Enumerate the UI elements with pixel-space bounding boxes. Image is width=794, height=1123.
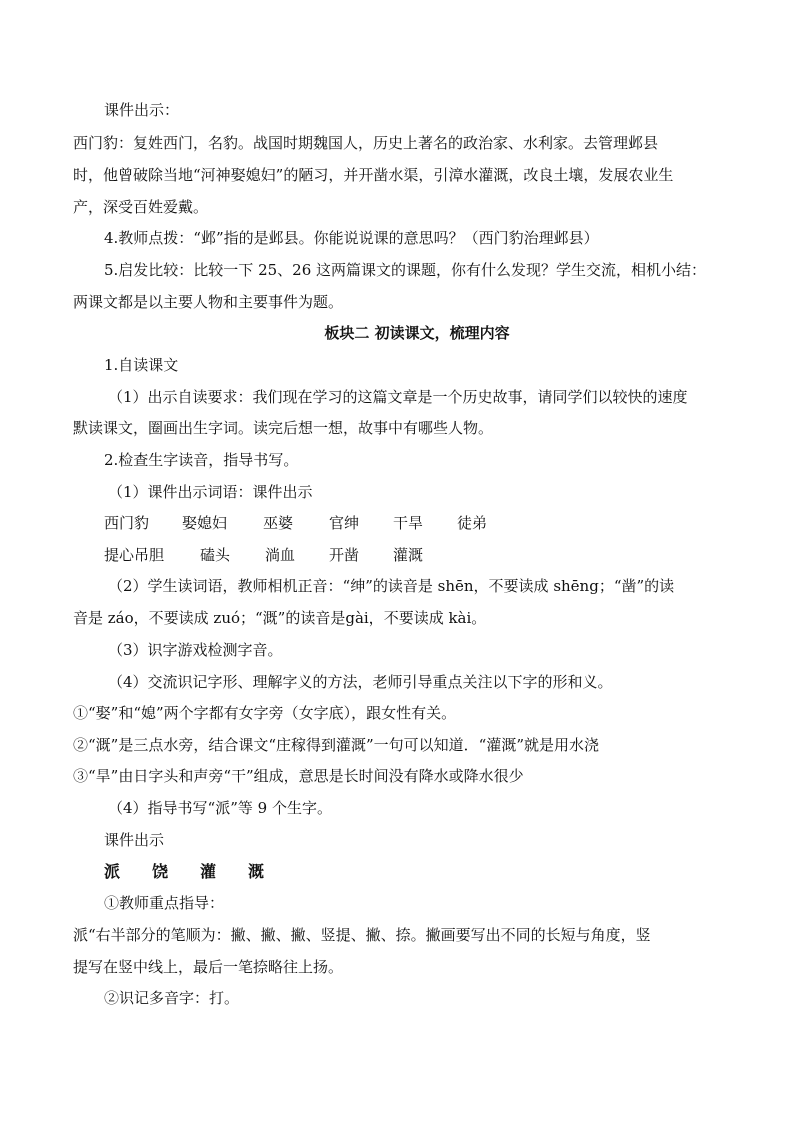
vocab-word: 干旱	[393, 514, 424, 532]
vocab-word: 开凿	[329, 546, 360, 564]
text-line: 2.检查生字读音，指导书写。	[104, 451, 299, 469]
text-line: ①教师重点指导：	[104, 894, 225, 912]
text-line: （3）识字游戏检测字音。	[108, 641, 283, 659]
text-line: 默读课文，圈画出生字词。读完后想一想，故事中有哪些人物。	[73, 419, 494, 437]
text-line: 产，深受百姓爱戴。	[73, 198, 209, 216]
text-line: 音是 záo，不要读成 zuó；“溉”的读音是gài，不要读成 kài。	[73, 609, 487, 627]
text-line: ③“旱”由日字头和声旁“干”组成，意思是长时间没有降水或降水很少	[73, 767, 524, 785]
vocab-word: 西门豹	[104, 514, 150, 532]
text-line: 4.教师点拨：“邺”指的是邺县。你能说说课的意思吗？（西门豹治理邺县）	[104, 229, 599, 247]
text-line: 课件出示：	[104, 101, 180, 119]
new-char: 灌	[200, 862, 217, 881]
vocab-word: 官绅	[329, 514, 360, 532]
section-heading: 板块二 初读课文，梳理内容	[324, 324, 510, 342]
text-line: （2）学生读词语，教师相机正音：“绅”的读音是 shēn，不要读成 shēng；“凿”的读	[108, 577, 675, 595]
text-line: （4）交流识记字形、理解字义的方法，老师引导重点关注以下字的形和义。	[108, 673, 613, 691]
new-char: 饶	[152, 862, 169, 881]
text-line: 课件出示	[104, 831, 165, 849]
vocab-word: 徒弟	[457, 514, 488, 532]
vocab-word: 灌溉	[393, 546, 424, 564]
text-line: 时，他曾破除当地“河神娶媳妇”的陋习，并开凿水渠，引漳水灌溉，改良土壤，发展农业生	[73, 166, 674, 184]
text-line: （1）出示自读要求：我们现在学习的这篇文章是一个历史故事，请同学们以较快的速度	[108, 388, 688, 406]
text-line: 西门豹：复姓西门，名豹。战国时期魏国人，历史上著名的政治家、水利家。去管理邺县	[73, 134, 659, 152]
text-line: 5.启发比较：比较一下 25、26 这两篇课文的课题，你有什么发现？学生交流，相机小结：	[104, 261, 707, 279]
vocab-word: 淌血	[265, 546, 296, 564]
new-char: 溉	[248, 862, 265, 881]
vocab-word: 提心吊胆	[104, 546, 165, 564]
text-line: ①“娶”和“媳”两个字都有女字旁（女字底），跟女性有关。	[73, 704, 457, 722]
text-line: 两课文都是以主要人物和主要事件为题。	[73, 293, 344, 311]
text-line: 1.自读课文	[104, 356, 179, 374]
text-line: （1）课件出示词语：课件出示	[108, 483, 313, 501]
new-char: 派	[104, 862, 121, 881]
text-line: ②“溉”是三点水旁，结合课文“庄稼得到灌溉”一句可以知道．“灌溉”就是用水浇	[73, 736, 600, 754]
text-line: （4）指导书写“派”等 9 个生字。	[108, 799, 332, 817]
vocab-word: 巫婆	[263, 514, 294, 532]
text-line: 提写在竖中线上，最后一笔捺略往上扬。	[73, 958, 344, 976]
text-line: ②识记多音字：打。	[104, 989, 240, 1007]
vocab-word: 磕头	[200, 546, 231, 564]
vocab-word: 娶媳妇	[182, 514, 228, 532]
text-line: 派“右半部分的笔顺为：撇、撇、撇、竖提、撇、捺。撇画要写出不同的长短与角度，竖	[73, 926, 651, 944]
